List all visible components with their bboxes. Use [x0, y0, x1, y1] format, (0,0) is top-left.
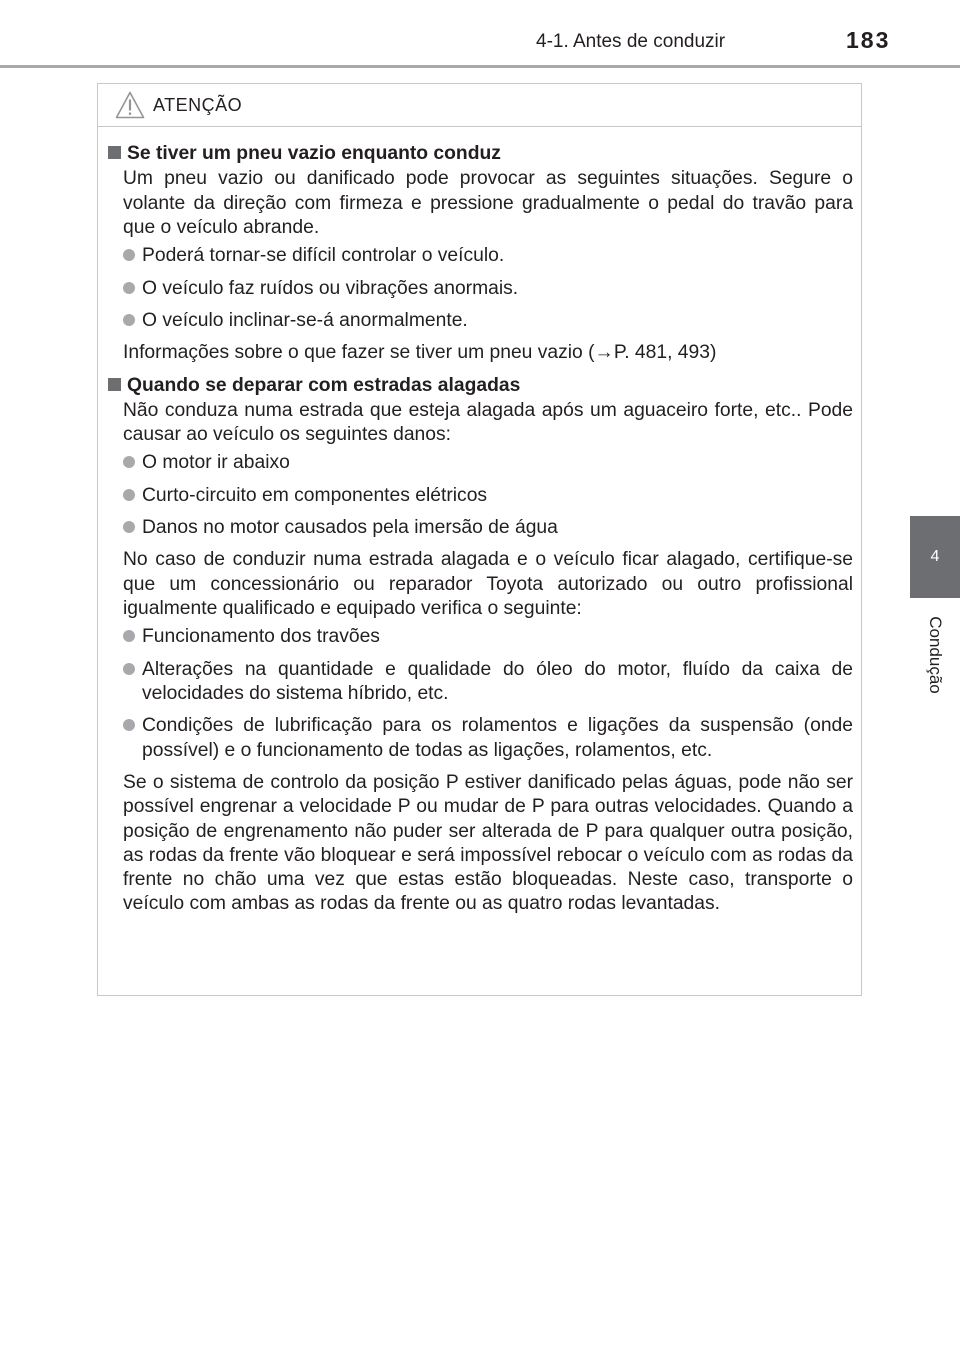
list-item — [123, 625, 853, 649]
paragraph: Informações sobre o que fazer se tiver um pneu vazio (→P. 481, 493) — [123, 342, 717, 364]
list-item-text: Funcionamento dos travões — [142, 626, 380, 648]
chapter-number: 4 — [930, 548, 940, 565]
list-item-text: O veículo faz ruídos ou vibrações anormais. — [142, 277, 519, 299]
warning-body — [98, 127, 861, 917]
list-item — [123, 714, 853, 763]
list-item-text: Condições de lubrificação para os rolamentos e ligações da suspensão (onde possível) e o funcionamento de todas as ligações, rolamentos, etc. — [142, 715, 853, 761]
list-item — [123, 309, 853, 333]
warning-title: ATENÇÃO — [153, 94, 243, 115]
section-heading-text: Se tiver um pneu vazio enquanto conduz — [127, 143, 501, 164]
list-item — [123, 516, 853, 540]
circle-bullet-icon — [123, 489, 135, 501]
warning-header — [98, 84, 861, 127]
list-item-text: Danos no motor causados pela imersão de água — [142, 517, 558, 539]
list-item — [123, 277, 853, 301]
list-item — [123, 451, 853, 475]
square-bullet-icon — [108, 146, 121, 159]
list-item-text: Poderá tornar-se difícil controlar o veículo. — [142, 245, 505, 267]
section-heading — [106, 374, 853, 398]
paragraph: Se o sistema de controlo da posição P estiver danificado pelas águas, pode não ser possível engrenar a velocidade P ou mudar de P para outras velocidades. Quando a posição de engrenamento não puder ser alterada de P para qualquer outra posição, as rodas da frente vão bloquear e será impossível rebocar o veículo com as rodas da frente no chão uma vez que estas estão bloqueadas. Neste caso, transporte o veículo com ambas as rodas da frente ou as quatro rodas levantadas. — [123, 771, 853, 915]
list-item-text: O motor ir abaixo — [142, 452, 290, 474]
list-item — [123, 658, 853, 707]
section-heading — [106, 142, 853, 166]
circle-bullet-icon — [123, 630, 135, 642]
list-item-text: O veículo inclinar-se-á anormalmente. — [142, 309, 468, 331]
circle-bullet-icon — [123, 249, 135, 261]
page-number: 183 — [846, 27, 891, 53]
circle-bullet-icon — [123, 719, 135, 731]
paragraph: Não conduza numa estrada que esteja alagada após um aguaceiro forte, etc.. Pode causar ao veículo os seguintes danos: — [123, 399, 853, 446]
list-item — [123, 244, 853, 268]
circle-bullet-icon — [123, 456, 135, 468]
warning-triangle-icon — [115, 91, 145, 119]
header-rule — [0, 65, 960, 68]
section-heading-text: Quando se deparar com estradas alagadas — [127, 374, 521, 396]
chapter-title: Condução — [926, 616, 945, 694]
paragraph: Um pneu vazio ou danificado pode provocar as seguintes situações. Segure o volante da direção com firmeza e pressione gradualmente o pedal do travão para que o veículo abrande. — [123, 168, 853, 238]
list-item-text: Alterações na quantidade e qualidade do óleo do motor, fluído da caixa de velocidades do sistema híbrido, etc. — [142, 658, 853, 704]
list-item — [123, 484, 853, 508]
square-bullet-icon — [108, 378, 121, 391]
chapter-tab — [910, 516, 960, 598]
list-item-text: Curto-circuito em componentes elétricos — [142, 484, 488, 506]
header-section-title: 4-1. Antes de conduzir — [536, 31, 726, 52]
circle-bullet-icon — [123, 663, 135, 675]
circle-bullet-icon — [123, 282, 135, 294]
paragraph: No caso de conduzir numa estrada alagada e o veículo ficar alagado, certifique-se que um concessionário ou reparador Toyota autorizado ou outro profissional igualmente qualificado e equipado verifica o seguinte: — [123, 549, 853, 619]
circle-bullet-icon — [123, 314, 135, 326]
circle-bullet-icon — [123, 521, 135, 533]
warning-box — [97, 83, 862, 996]
